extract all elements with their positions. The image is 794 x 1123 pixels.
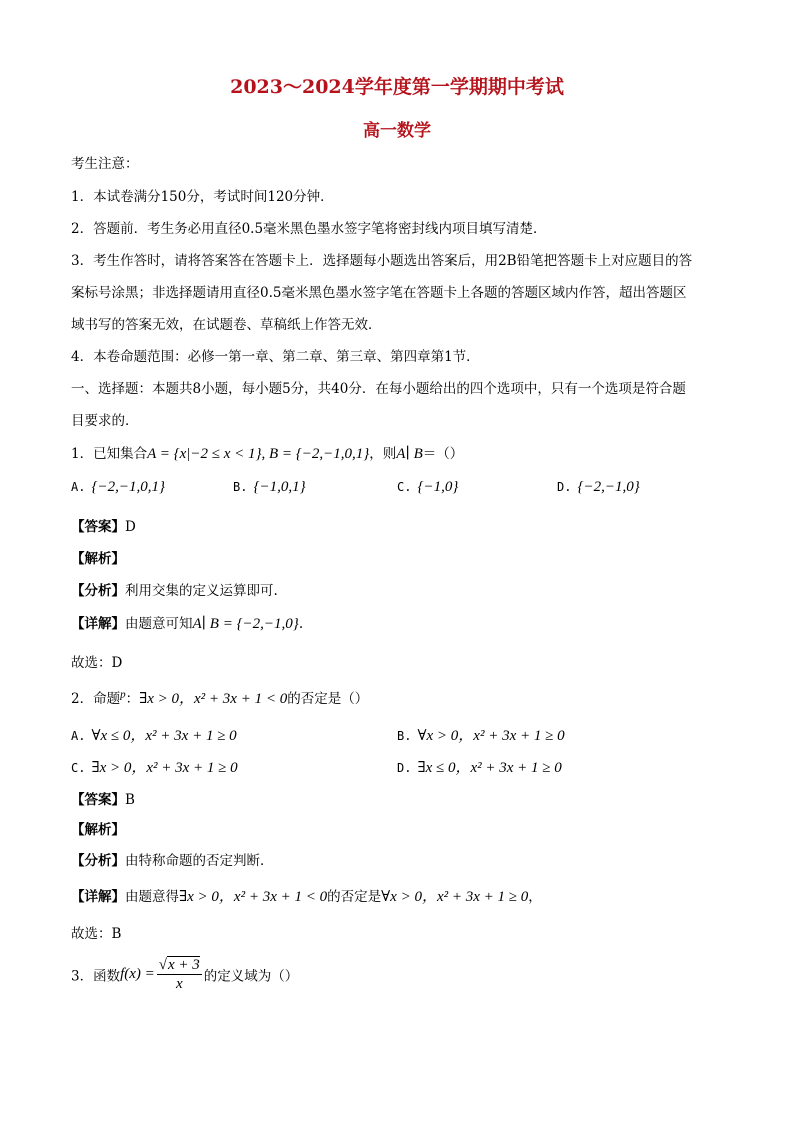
q1-detail — [71, 612, 303, 633]
q1-analysis — [71, 547, 125, 567]
q1-sets: A = {x|−2 ≤ x < 1}, B = {−2,−1,0,1} — [147, 446, 370, 462]
q1-option-d — [557, 479, 640, 496]
q2-ask: 的否定是（） — [287, 691, 369, 707]
option-text: ∀x ≤ 0，x² + 3x + 1 ≥ 0 — [91, 728, 237, 744]
detail-expr: A∣ B = {−2,−1,0} — [192, 616, 299, 632]
q2-colon: ： — [125, 691, 140, 707]
option-text: ∃x ≤ 0，x² + 3x + 1 ≥ 0 — [417, 760, 562, 776]
q1-option-c — [397, 479, 458, 496]
q2-number: 2．命题 — [71, 691, 121, 707]
sqrt-radicand: x + 3 — [168, 957, 200, 973]
option-text: {−2,−1,0,1} — [91, 479, 165, 495]
option-letter: A. — [71, 480, 86, 494]
notice-item-2: 2．答题前．考生务必用直径0.5毫米黑色墨水签字笔将密封线内项目填写清楚． — [71, 221, 547, 237]
notice-item-1: 1．本试卷满分150分，考试时间120分钟． — [71, 189, 334, 205]
detail-tag: 【详解】 — [71, 889, 125, 905]
sqrt-icon: √ — [158, 957, 168, 973]
section-heading-cont: 目要求的． — [71, 413, 139, 429]
answer-tag: 【答案】 — [71, 792, 125, 808]
question-3 — [71, 956, 298, 993]
q1-choice: 故选：D — [71, 655, 123, 671]
option-letter: D. — [397, 761, 412, 775]
q1-option-a — [71, 479, 165, 496]
answer-tag: 【答案】 — [71, 519, 125, 535]
fenxi-tag: 【分析】 — [71, 853, 125, 869]
fenxi-text: 利用交集的定义运算即可. — [125, 583, 278, 599]
option-text: {−1,0,1} — [253, 479, 306, 495]
detail-expr-1: ∃x > 0，x² + 3x + 1 < 0 — [179, 889, 328, 905]
q2-analysis — [71, 818, 125, 838]
q3-number: 3．函数 — [71, 968, 121, 985]
option-letter: A. — [71, 729, 86, 743]
notice-item-4: 4．本卷命题范围：必修一第一章、第二章、第三章、第四章第1节． — [71, 349, 480, 365]
q2-option-a — [71, 724, 237, 745]
analysis-tag: 【解析】 — [71, 822, 125, 838]
q1-ask-mid: ，则 — [369, 446, 397, 462]
q3-fraction — [157, 956, 202, 993]
detail-mid: 的否定是 — [327, 889, 382, 905]
exam-title: 2023～2024学年度第一学期期中考试 — [230, 76, 564, 98]
option-letter: D. — [557, 480, 572, 494]
q2-option-d — [397, 756, 562, 777]
q2-detail — [71, 885, 542, 906]
q1-ask-end: ＝（） — [422, 446, 464, 462]
q2-option-c — [71, 756, 238, 777]
q1-number: 1．已知集合 — [71, 446, 148, 462]
q2-p: p — [120, 688, 126, 701]
option-letter: B. — [233, 480, 248, 494]
option-letter: C. — [71, 761, 86, 775]
fraction-denominator: x — [175, 976, 183, 992]
notice-item-3-cont-1: 案标号涂黑；非选择题请用直径0.5毫米黑色墨水签字笔在答题卡上各题的答题区域内作答，超出答题区 — [71, 285, 687, 301]
notice-heading: 考生注意： — [71, 156, 139, 172]
q3-ask: 的定义域为（） — [203, 968, 299, 985]
q1-option-b — [233, 479, 306, 496]
q1-answer — [71, 515, 136, 535]
question-1 — [71, 442, 463, 463]
option-text: ∃x > 0，x² + 3x + 1 ≥ 0 — [91, 760, 238, 776]
detail-text: 由题意可知 — [125, 616, 193, 632]
q1-ask-expr: A∣ B — [396, 446, 423, 462]
q2-fenxi — [71, 849, 274, 869]
answer-value: B — [125, 792, 135, 808]
option-letter: B. — [397, 729, 412, 743]
analysis-tag: 【解析】 — [71, 551, 125, 567]
section-heading: 一、选择题：本题共8小题，每小题5分，共40分．在每小题给出的四个选项中，只有一个选项是符合题 — [71, 381, 686, 397]
answer-value: D — [125, 519, 136, 535]
option-text: ∀x > 0，x² + 3x + 1 ≥ 0 — [417, 728, 565, 744]
detail-text: 由题意得 — [125, 889, 179, 905]
q3-fx: f(x) = — [120, 966, 155, 982]
fraction-numerator — [157, 956, 202, 975]
q2-choice: 故选：B — [71, 926, 122, 942]
detail-expr-2: ∀x > 0，x² + 3x + 1 ≥ 0 — [381, 889, 529, 905]
detail-end: ， — [528, 889, 542, 905]
notice-item-3-cont-2: 域书写的答案无效，在试题卷、草稿纸上作答无效． — [71, 317, 382, 333]
notice-item-3: 3．考生作答时，请将答案答在答题卡上．选择题每小题选出答案后，用2B铅笔把答题卡上对应题目的答 — [71, 253, 693, 269]
question-2 — [71, 687, 368, 708]
option-letter: C. — [397, 480, 412, 494]
option-text: {−2,−1,0} — [577, 479, 640, 495]
q2-answer — [71, 788, 135, 808]
option-text: {−1,0} — [417, 479, 459, 495]
detail-tag: 【详解】 — [71, 616, 125, 632]
fenxi-tag: 【分析】 — [71, 583, 125, 599]
exam-subtitle: 高一数学 — [363, 121, 431, 141]
q1-fenxi — [71, 579, 278, 599]
q2-statement: ∃x > 0，x² + 3x + 1 < 0 — [139, 691, 288, 707]
fenxi-text: 由特称命题的否定判断． — [125, 853, 274, 869]
q2-option-b — [397, 724, 565, 745]
detail-end: . — [298, 616, 304, 632]
